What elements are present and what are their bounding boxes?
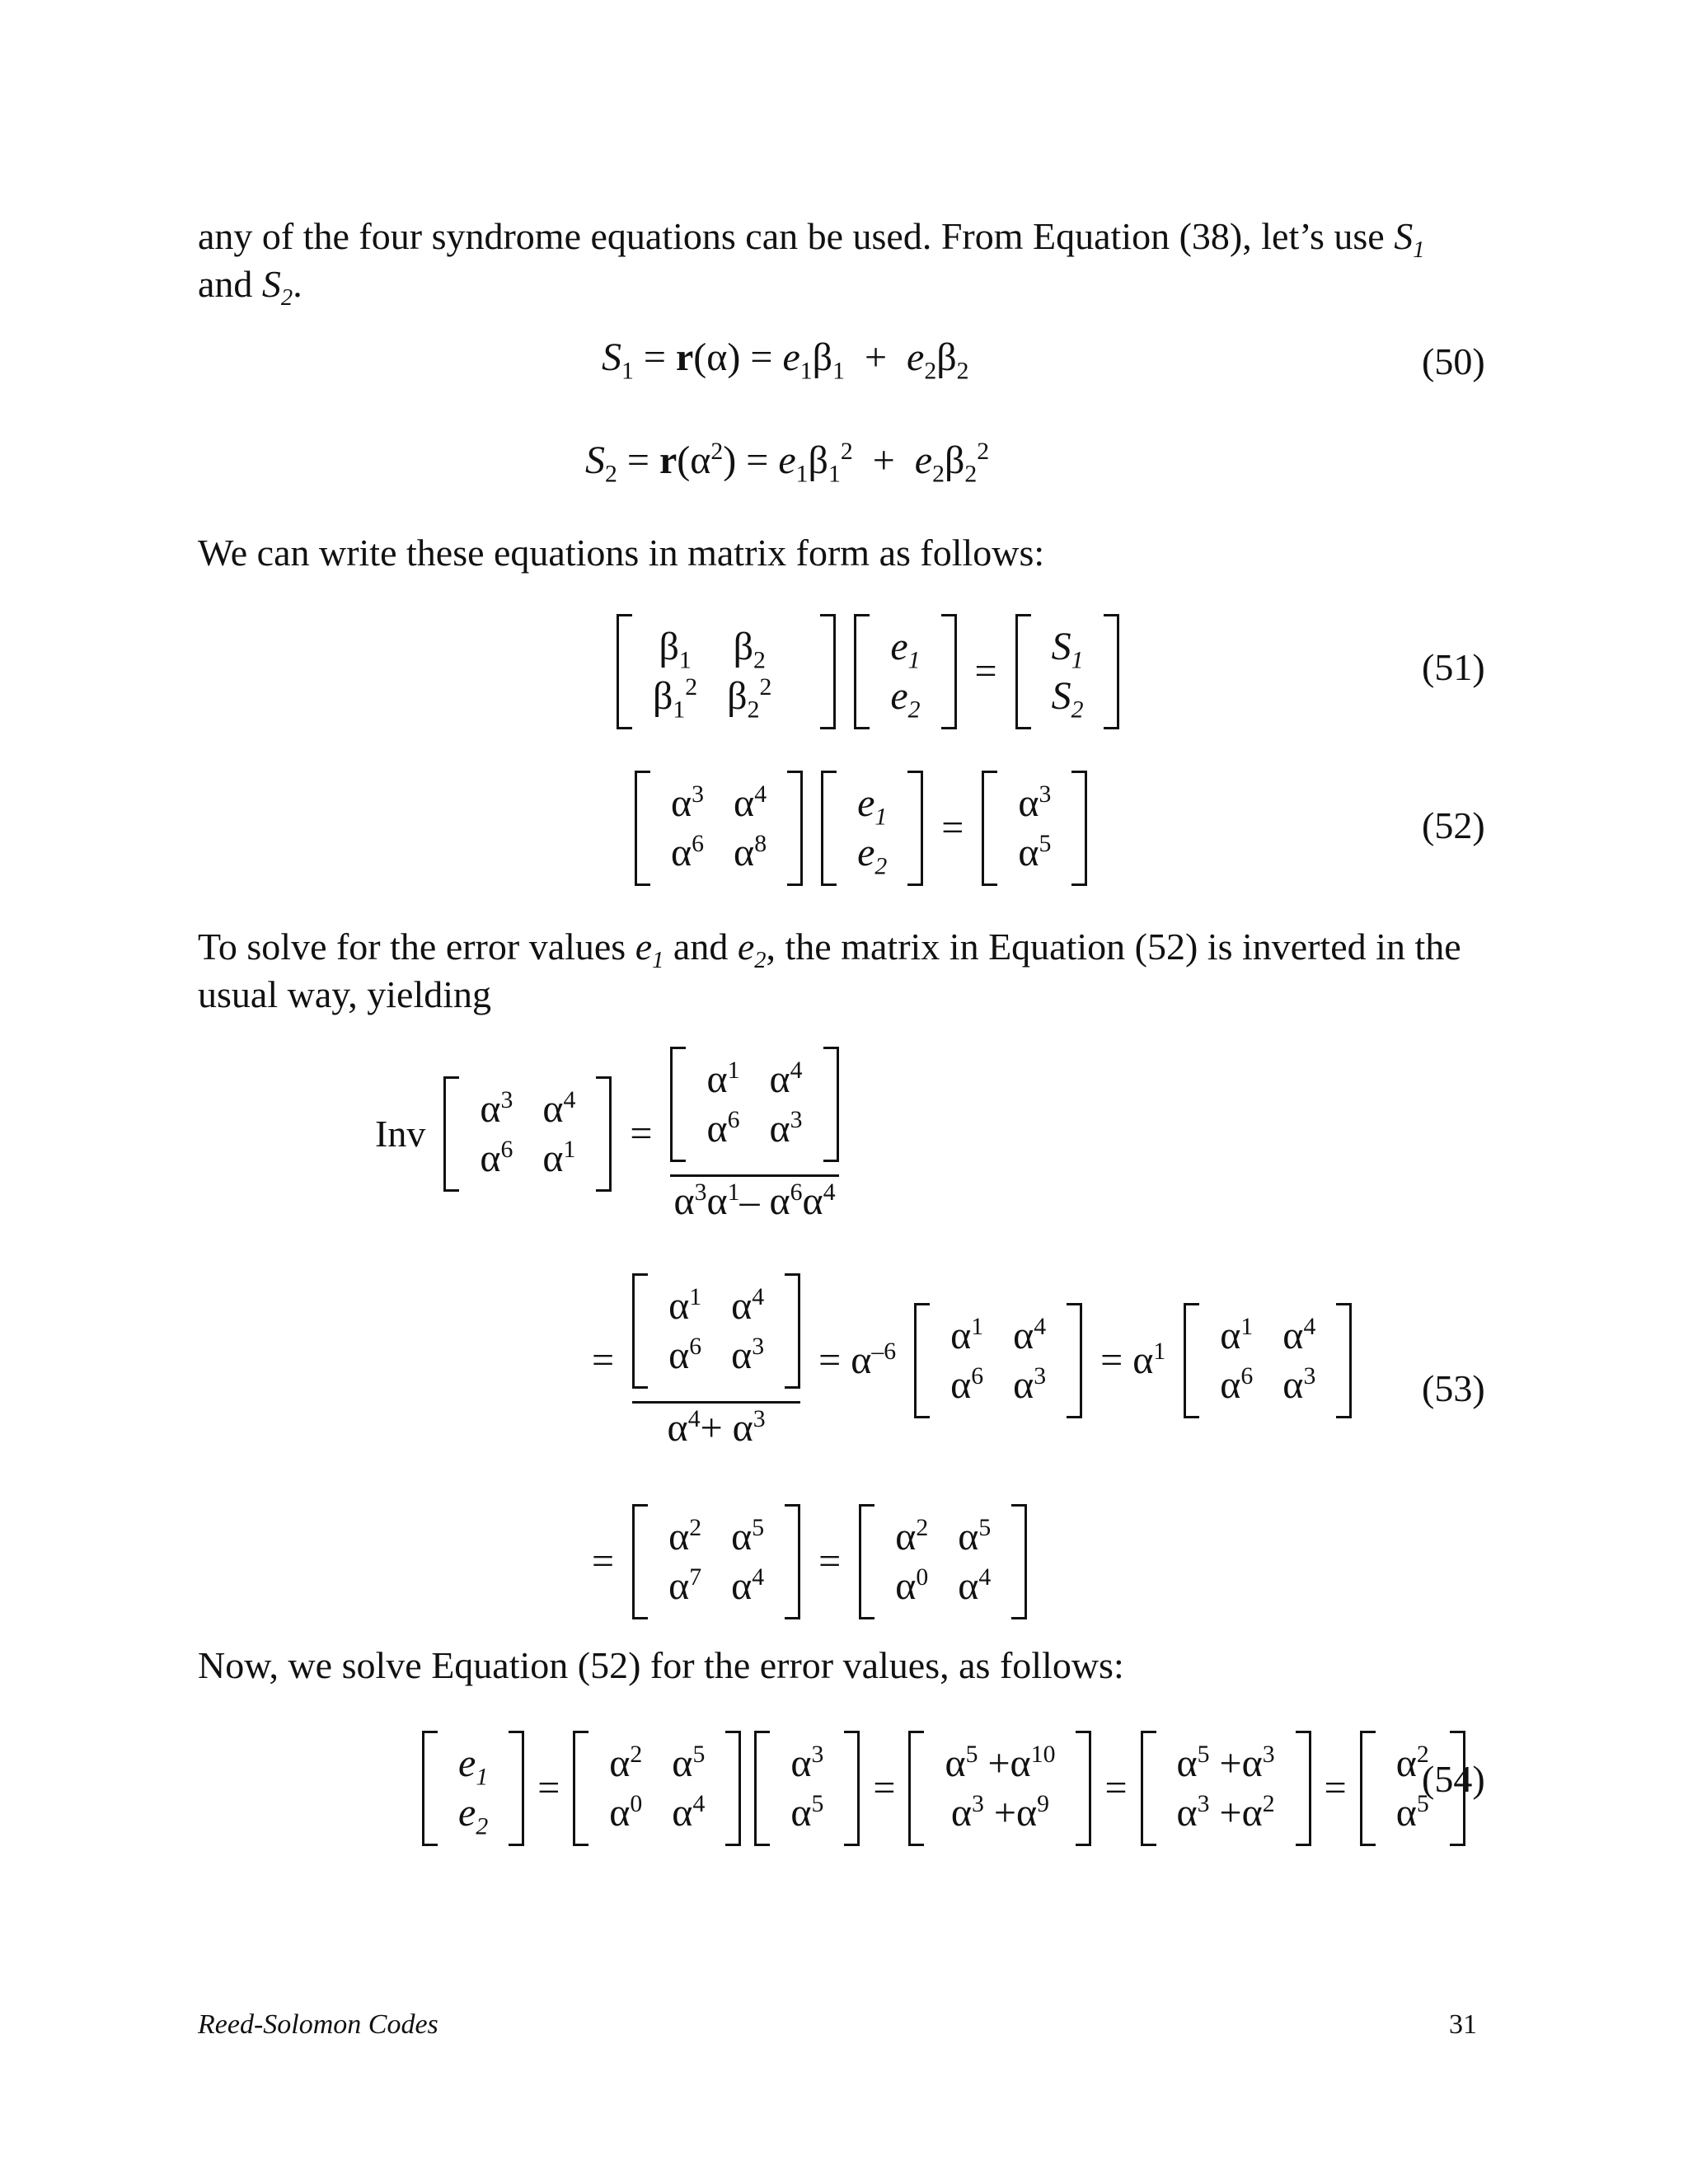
paragraph-intro: any of the four syndrome equations can be used. From Equation (38), let’s use $S_1$ and $S_2$. [198,215,1425,312]
page-number: 31 [1449,2009,1477,2040]
paragraph-solve: To solve for the error values $e_1$ and $e_2$, the matrix in Equation (52) is inverted in the usual way, yielding [198,926,1461,1015]
paragraph-matrix-form: We can write these equations in matrix form as follows: [198,532,1045,574]
equation-inverse: Inv $\alpha^3$ $\alpha^4$ $\alpha^6$ $\alpha^1$ = $\alpha^1$ $\alpha^4$ $\alpha^6$ $\alpha^3$ $\alpha^3\alpha^1-$ $\alpha^6\alpha^4$ [375,1047,839,1221]
paragraph-solve-error-values: Now, we solve Equation (52) for the error values, as follows: [198,1644,1124,1686]
inv-label: Inv [375,1113,426,1155]
equation-53-continued: = $\alpha^2$ $\alpha^5$ $\alpha^7$ $\alpha^4$ = $\alpha^2$ $\alpha^5$ $\alpha^0$ $\alpha^4$ [592,1504,1027,1619]
equation-50-line1: $S_1 = r(\alpha) = e_1\beta_1 + e_2\beta_2$ [602,335,969,385]
symbol-s2: $S_2$ [261,263,293,312]
equation-number-51: (51) [1422,646,1485,688]
footer-title: Reed-Solomon Codes [198,2009,438,2040]
equation-number-52: (52) [1422,804,1485,846]
equation-number-50: (50) [1422,340,1485,382]
paragraph-text: any of the four syndrome equations can be used. From Equation (38), let’s use [198,215,1385,257]
equation-53: = $\alpha^1$ $\alpha^4$ $\alpha^6$ $\alpha^3$ $\alpha^4+ \alpha^3$ = $\alpha^{-6}$ $\alpha^1$ $\alpha^4$ $\alpha^6$ $\alpha^3$ = $\alpha^1$ $\alpha^1$ $\alpha^4$ $\alpha^6$ $\alpha^3$ [592,1273,1352,1448]
equation-number-53: (53) [1422,1367,1485,1409]
equation-50-line2: $S_2 = r(\alpha^2) = e_1\beta_1^2 + e_2\beta_2^2$ [585,438,990,488]
equation-number-54: (54) [1422,1758,1485,1800]
equation-52: $\alpha^3$ $\alpha^4$ $\alpha^6$ $\alpha^8$ $e_1$ $e_2$ = $\alpha^3$ $\alpha^5$ [635,771,1087,886]
symbol-s1: $S_1$ [1394,215,1425,264]
equation-54: $e_1$ $e_2$ = $\alpha^2$ $\alpha^5$ $\alpha^0$ $\alpha^4$ $\alpha^3$ $\alpha^5$ = $\alpha^5 +\alpha^{10}$ $\alpha^3 +\alpha^9$ = $\alpha^5 +\alpha^3$ $\alpha^3 +\alpha^2$ = $\alpha^2$ $\alpha^5$ [422,1731,1465,1846]
equation-51: $\beta_1$ $\beta_2$ $\beta_1^2$ $\beta_2^2$ $e_1$ $e_2$ = $S_1$ $S_2$ [617,614,1119,729]
paragraph-text: and [198,263,253,305]
